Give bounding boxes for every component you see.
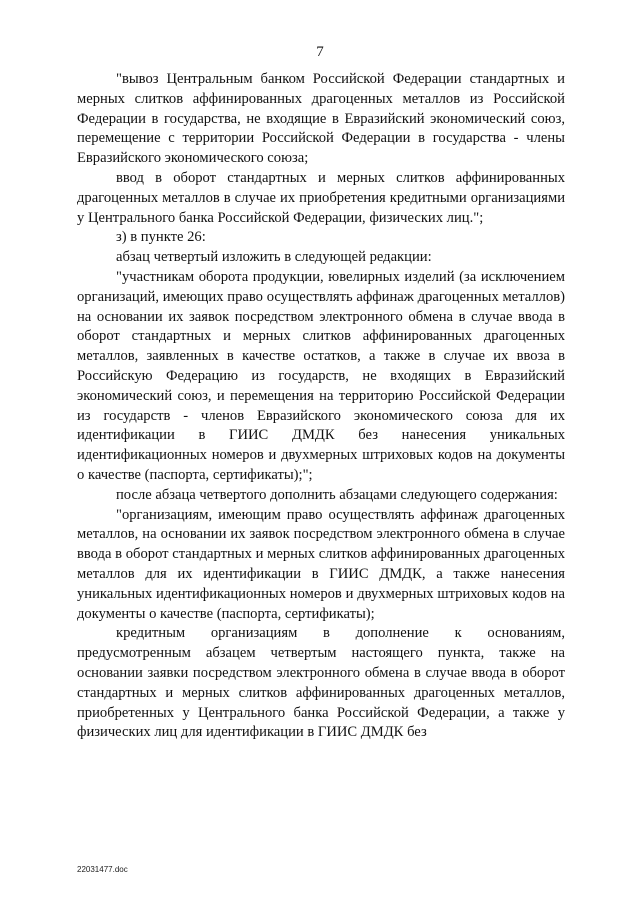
paragraph: "вывоз Центральным банком Российской Федерации стандартных и мерных слитков аффинированных драгоценных металлов из Российской Федерации в государства, не входящие в Евразийский экономический союз, перемещение с территории Российской Федерации в государства - члены Евразийского экономического союза; [77, 71, 565, 167]
paragraph: после абзаца четвертого дополнить абзацами следующего содержания: [116, 486, 558, 503]
paragraph: абзац четвертый изложить в следующей редакции: [116, 249, 432, 266]
page-number: 7 [316, 44, 324, 60]
footer-document-id: 22031477.doc [77, 865, 128, 874]
paragraph: кредитным организациям в дополнение к основаниям, предусмотренным абзацем четвертым настоящего пункта, также на основании заявки посредством электронного обмена в случае ввода в оборот стандартных и мерных слитков аффинированных драгоценных металлов, приобретенных у Центрального банка Российской Федерации, а также у физических лиц для идентификации в ГИИС ДМДК без [77, 625, 565, 741]
paragraph: ввод в оборот стандартных и мерных слитков аффинированных драгоценных металлов в случае их приобретения кредитными организациями у Центрального банка Российской Федерации, физических лиц."; [77, 169, 565, 226]
paragraph: "организациям, имеющим право осуществлять аффинаж драгоценных металлов, на основании их заявок посредством электронного обмена в случае ввода в оборот стандартных и мерных слитков аффинированных драгоценных металлов для их идентификации в ГИИС ДМДК, а также нанесения уникальных идентификационных номеров и двухмерных штриховых кодов на документы о качестве (паспорта, сертификаты); [77, 506, 565, 622]
paragraph: з) в пункте 26: [116, 229, 206, 246]
paragraph: "участникам оборота продукции, ювелирных изделий (за исключением организаций, имеющих право осуществлять аффинаж драгоценных металлов) на основании их заявок посредством электронного обмена в случае ввода в оборот стандартных и мерных слитков аффинированных драгоценных металлов, заявленных в качестве остатков, а также в случае их ввоза в Российскую Федерацию из государств, не входящих в Евразийский экономический союз, и перемещения на территорию Российской Федерации из государств - членов Евразийского экономического союза для их идентификации в ГИИС ДМДК без нанесения уникальных идентификационных номеров и двухмерных штриховых кодов на документы о качестве (паспорта, сертификаты);"; [77, 268, 565, 483]
document-body [77, 70, 565, 743]
